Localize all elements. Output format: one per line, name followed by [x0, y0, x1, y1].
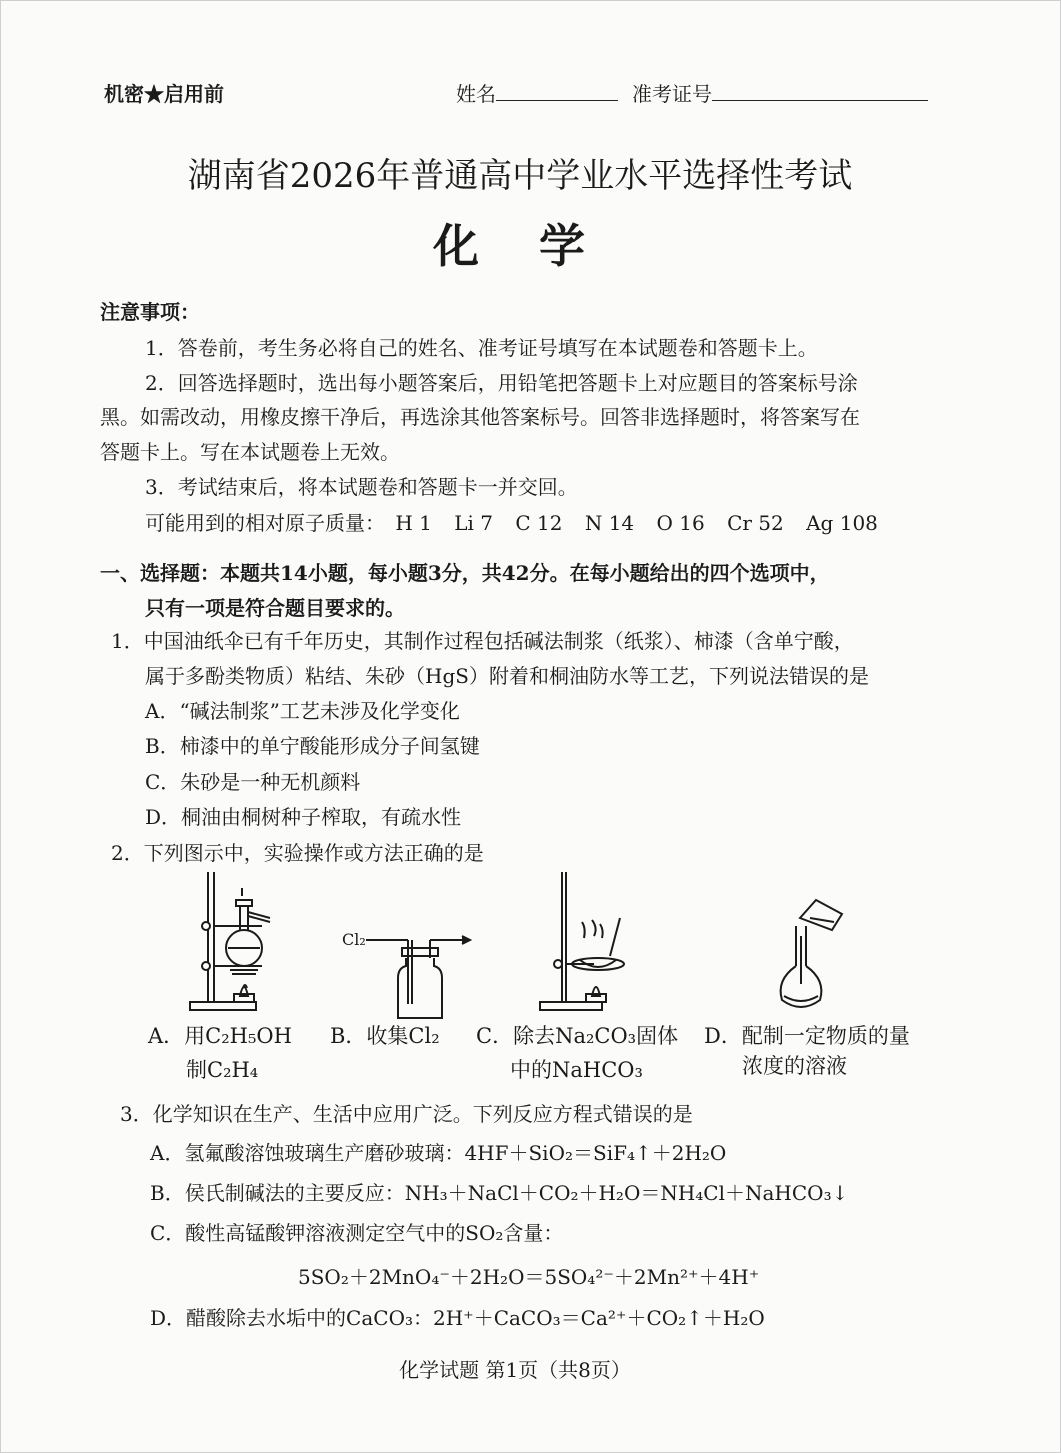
q1-option-b[interactable]: B．柿漆中的单宁酸能形成分子间氢键	[145, 734, 480, 758]
mass-n: N 14	[584, 511, 635, 535]
q1-option-d[interactable]: D．桐油由桐树种子榨取，有疏水性	[145, 805, 462, 829]
figure-c-heating-apparatus	[536, 866, 636, 1014]
q2-option-c-cont: 中的NaHCO₃	[510, 1058, 643, 1082]
q2-option-b[interactable]: B．收集Cl₂	[330, 1024, 440, 1048]
mass-ag: Ag 108	[806, 511, 878, 535]
figure-d-volumetric-flask	[770, 896, 860, 1016]
section-1-heading: 一、选择题：本题共14小题，每小题3分，共42分。在每小题给出的四个选项中，	[100, 561, 830, 585]
exam-title: 湖南省2026年普通高中学业水平选择性考试	[187, 156, 853, 196]
mass-cr: Cr 52	[727, 511, 784, 535]
notice-item-3: 3．考试结束后，将本试题卷和答题卡一并交回。	[145, 475, 578, 499]
q2-option-c[interactable]: C．除去Na₂CO₃固体	[476, 1024, 679, 1048]
notice-item-2: 2．回答选择题时，选出每小题答案后，用铅笔把答题卡上对应题目的答案标号涂	[145, 371, 858, 395]
q2-option-d-cont: 浓度的溶液	[742, 1054, 847, 1078]
mass-h: H 1	[395, 511, 432, 535]
figure-b-gas-bottle	[336, 918, 476, 1022]
q2-option-a-cont: 制C₂H₄	[186, 1058, 259, 1082]
q1-stem: 1．中国油纸伞已有千年历史，其制作过程包括碱法制浆（纸浆）、柿漆（含单宁酸，	[111, 629, 854, 653]
name-field[interactable]	[456, 78, 618, 107]
mass-li: Li 7	[454, 511, 494, 535]
section-1-heading-cont: 只有一项是符合题目要求的。	[145, 596, 405, 620]
confidential-label: 机密★启用前	[104, 82, 224, 106]
q1-stem-cont: 属于多酚类物质）粘结、朱砂（HgS）附着和桐油防水等工艺，下列说法错误的是	[145, 664, 869, 688]
name-label: 姓名	[456, 82, 496, 106]
exam-number-label: 准考证号	[632, 82, 712, 106]
cl2-label: Cl₂	[342, 930, 366, 949]
notice-item-2-cont: 黑。如需改动，用橡皮擦干净后，再选涂其他答案标号。回答非选择题时，将答案写在	[100, 405, 860, 429]
q1-option-a[interactable]: A．“碱法制浆”工艺未涉及化学变化	[145, 699, 460, 723]
q3-stem: 3．化学知识在生产、生活中应用广泛。下列反应方程式错误的是	[120, 1102, 693, 1126]
q3-option-a[interactable]: A．氢氟酸溶蚀玻璃生产磨砂玻璃：4HF＋SiO₂＝SiF₄↑＋2H₂O	[150, 1141, 727, 1165]
q1-option-c[interactable]: C．朱砂是一种无机颜料	[145, 770, 361, 794]
mass-c: C 12	[515, 511, 563, 535]
q2-stem: 2．下列图示中，实验操作或方法正确的是	[111, 841, 484, 865]
notice-item-2-cont2: 答题卡上。写在本试题卷上无效。	[100, 440, 400, 464]
figure-a-ethanol-apparatus	[186, 866, 286, 1014]
notice-item-1: 1．答卷前，考生务必将自己的姓名、准考证号填写在本试题卷和答题卡上。	[145, 336, 818, 360]
q3-option-c-equation: 5SO₂＋2MnO₄⁻＋2H₂O＝5SO₄²⁻＋2Mn²⁺＋4H⁺	[298, 1265, 760, 1289]
q2-option-d[interactable]: D．配制一定物质的量	[704, 1024, 910, 1048]
q2-option-a[interactable]: A．用C₂H₅OH	[148, 1024, 292, 1048]
mass-o: O 16	[656, 511, 705, 535]
subject-title: 化 学	[432, 219, 607, 273]
name-blank[interactable]	[496, 82, 618, 101]
exam-number-field[interactable]	[632, 78, 928, 107]
page-footer: 化学试题 第1页（共8页）	[399, 1358, 631, 1382]
atomic-masses	[145, 507, 878, 536]
q3-option-d[interactable]: D．醋酸除去水垢中的CaCO₃：2H⁺＋CaCO₃＝Ca²⁺＋CO₂↑＋H₂O	[150, 1306, 765, 1330]
notice-heading: 注意事项：	[100, 300, 200, 324]
atomic-masses-label: 可能用到的相对原子质量：	[145, 511, 385, 535]
q3-option-c[interactable]: C．酸性高锰酸钾溶液测定空气中的SO₂含量：	[150, 1221, 564, 1245]
exam-number-blank[interactable]	[712, 82, 928, 101]
q3-option-b[interactable]: B．侯氏制碱法的主要反应：NH₃＋NaCl＋CO₂＋H₂O＝NH₄Cl＋NaHCO₃↓	[150, 1181, 849, 1205]
